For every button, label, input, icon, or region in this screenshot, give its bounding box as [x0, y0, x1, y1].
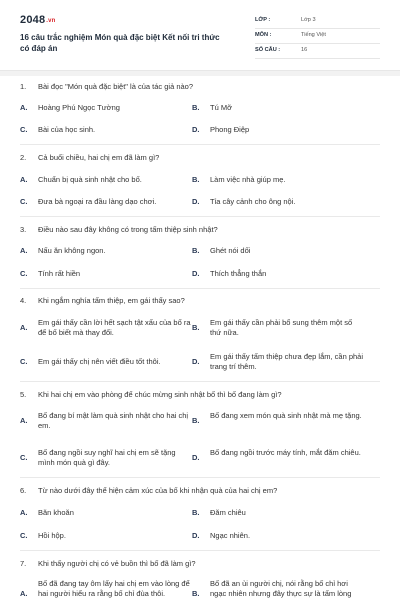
option-text: Bố đang bí mật làm quà sinh nhật cho hai chị em. — [38, 411, 189, 430]
option-letter: A. — [20, 416, 28, 425]
option-text: Em gái thấy chị nên viết điều tốt thôi. — [38, 357, 161, 366]
logo-main: 2048 — [20, 14, 46, 26]
option-text: Thích thẳng thắn — [210, 269, 267, 278]
question-text: Khi ngắm nghía tấm thiệp, em gái thấy sao? — [38, 296, 185, 305]
page-title: 16 câu trắc nghiệm Món quà đặc biệt Kết nối tri thức có đáp án — [20, 33, 220, 53]
option-letter: B. — [192, 103, 200, 112]
option-text: Bố đang ngồi suy nghĩ hai chị em sẽ tặng mình món quà gì đây. — [38, 448, 176, 467]
option-text: Em gái thấy cần phải bổ sung thêm một số thứ nữa. — [210, 318, 353, 337]
option-letter: C. — [20, 531, 28, 540]
option-text: Đăm chiêu — [210, 508, 246, 517]
document-header — [20, 14, 380, 72]
option-letter: B. — [192, 175, 200, 184]
option-text: Nấu ăn không ngon. — [38, 246, 106, 255]
divider — [20, 216, 380, 217]
meta-row-subject — [255, 29, 380, 44]
meta-row-count — [255, 44, 380, 59]
option-letter: C. — [20, 197, 28, 206]
option-letter: B. — [192, 246, 200, 255]
option-text: Băn khoăn — [38, 508, 74, 517]
meta-label: SỐ CÂU : — [255, 47, 281, 53]
option-letter: A. — [20, 589, 28, 598]
header-separator — [0, 70, 400, 76]
option-a[interactable] — [20, 579, 195, 600]
option-d[interactable] — [192, 352, 367, 374]
option-letter: C. — [20, 357, 28, 366]
divider — [20, 550, 380, 551]
option-text: Tú Mỡ — [210, 103, 233, 112]
divider — [20, 381, 380, 382]
question-number: 4. — [20, 296, 27, 305]
option-text: Bố đang xem món quà sinh nhật mà mẹ tặng. — [210, 411, 362, 420]
option-text: Chuẩn bị quà sinh nhật cho bố. — [38, 175, 142, 184]
option-letter: B. — [192, 323, 200, 332]
option-letter: C. — [20, 125, 28, 134]
question-text: Từ nào dưới đây thể hiện cảm xúc của bố khi nhận quà của hai chị em? — [38, 486, 278, 495]
option-letter: C. — [20, 453, 28, 462]
option-d[interactable] — [192, 448, 367, 470]
option-letter: A. — [20, 508, 28, 517]
divider — [20, 288, 380, 289]
option-letter: D. — [192, 269, 200, 278]
option-text: Tính rất hiền — [38, 269, 81, 278]
option-letter: A. — [20, 246, 28, 255]
option-b[interactable] — [192, 318, 367, 340]
option-text: Ngạc nhiên. — [210, 531, 251, 540]
question-text: Khi thấy người chị có vẻ buồn thì bố đã làm gì? — [38, 559, 196, 568]
option-letter: B. — [192, 416, 200, 425]
option-c[interactable] — [20, 448, 195, 470]
meta-value: Lớp 3 — [301, 17, 316, 23]
option-b[interactable] — [192, 579, 367, 600]
option-text: Em gái thấy cần lời hết sạch tật xấu của bố ra để bố biết mà thay đổi. — [38, 318, 191, 337]
question-number: 1. — [20, 82, 27, 91]
divider — [20, 144, 380, 145]
option-text: Ghét nói dối — [210, 246, 251, 255]
option-letter: D. — [192, 531, 200, 540]
option-letter: D. — [192, 453, 200, 462]
option-text: Bố đã đang tay ôm lấy hai chị em vào lòng để hai người hiểu ra rằng bố chỉ đùa thôi. — [38, 579, 190, 598]
logo-suffix: .vn — [46, 18, 56, 24]
option-text: Bố đang ngồi trước máy tính, mắt đăm chiêu. — [210, 448, 361, 457]
meta-value: Tiếng Việt — [301, 32, 326, 38]
option-b[interactable] — [192, 411, 367, 433]
site-logo[interactable] — [20, 14, 56, 26]
option-letter: A. — [20, 175, 28, 184]
option-letter: C. — [20, 269, 28, 278]
option-a[interactable] — [20, 318, 195, 340]
question-number: 2. — [20, 153, 27, 162]
divider — [20, 477, 380, 478]
meta-value: 16 — [301, 47, 308, 53]
option-text: Phong Điệp — [210, 125, 250, 134]
meta-label: LỚP : — [255, 17, 271, 23]
question-text: Điều nào sau đây không có trong tấm thiệp sinh nhật? — [38, 225, 218, 234]
option-letter: D. — [192, 357, 200, 366]
option-text: Bố đã an ủi người chị, nói rằng bố chỉ hơi ngạc nhiên nhưng đây thực sự là tấm lòng — [210, 579, 352, 598]
option-a[interactable] — [20, 411, 195, 433]
option-letter: B. — [192, 508, 200, 517]
option-text: Hoàng Phú Ngọc Tường — [38, 103, 120, 112]
option-text: Đưa bà ngoại ra đầu làng dạo chơi. — [38, 197, 157, 206]
question-text: Cả buổi chiều, hai chị em đã làm gì? — [38, 153, 160, 162]
option-letter: A. — [20, 323, 28, 332]
question-number: 5. — [20, 390, 27, 399]
meta-row-class — [255, 14, 380, 29]
question-text: Khi hai chị em vào phòng để chúc mừng sinh nhật bố thì bố đang làm gì? — [38, 390, 282, 399]
quiz-meta — [255, 14, 380, 59]
question-number: 3. — [20, 225, 27, 234]
option-text: Hồi hộp. — [38, 531, 66, 540]
option-letter: B. — [192, 589, 200, 598]
option-text: Làm việc nhà giúp mẹ. — [210, 175, 286, 184]
option-letter: D. — [192, 125, 200, 134]
question-number: 6. — [20, 486, 27, 495]
option-text: Bài của học sinh. — [38, 125, 96, 134]
question-text: Bài đọc "Món quà đặc biệt" là của tác giả nào? — [38, 82, 194, 91]
option-text: Tỉa cây cảnh cho ông nội. — [210, 197, 296, 206]
meta-label: MÔN : — [255, 32, 272, 38]
question-number: 7. — [20, 559, 27, 568]
option-letter: D. — [192, 197, 200, 206]
option-letter: A. — [20, 103, 28, 112]
option-text: Em gái thấy tấm thiệp chưa đẹp lắm, cần phải trang trí thêm. — [210, 352, 364, 371]
